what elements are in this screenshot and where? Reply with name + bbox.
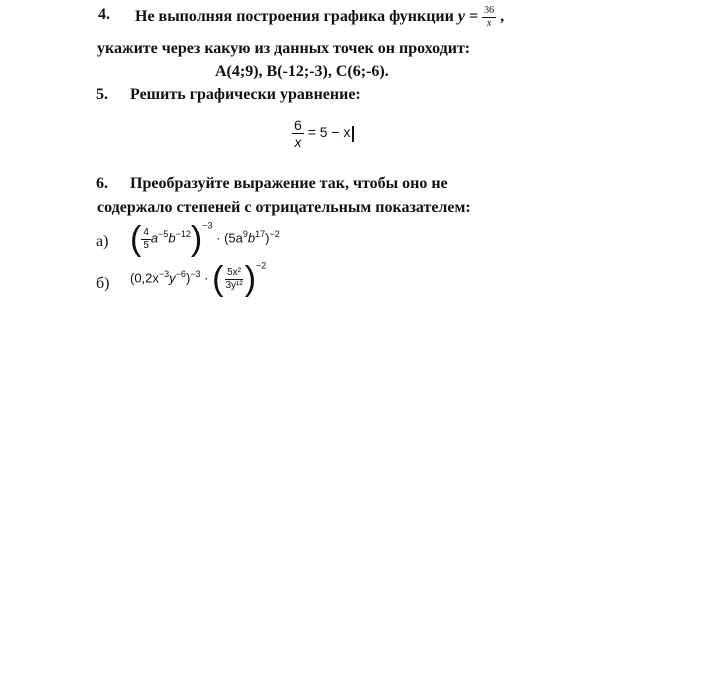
task6-number: 6. [96,175,108,192]
task5-equation-denominator: x [294,134,302,150]
task6a-fraction-numerator: 4 [143,226,149,238]
task6b-fraction [223,268,244,291]
task4-formula-denominator: x [486,18,492,29]
task6a-fraction-denominator: 5 [143,239,149,251]
task6a-exp-17: 17 [255,229,266,240]
task6a-second-b: b [247,230,256,246]
task6b-exp-y: −6 [175,269,186,280]
task4-text-line2: укажите через какую из данных точек он проходит: [97,40,471,57]
task6a-factor-b: b [168,230,176,246]
task6-text-line1: Преобразуйте выражение так, чтобы оно не [130,175,448,192]
task6b-label: б) [96,275,110,292]
task5-number: 5. [96,86,108,103]
task6a-exp-b: −12 [175,229,191,240]
task6b-dot: · [204,270,209,286]
task6a-second-close: ) [265,230,270,246]
task6b-expression [130,262,266,296]
task5-equation-fraction [292,118,304,149]
task6b-outer-exp: −2 [256,260,267,271]
task6a-expression [130,222,280,256]
task6b-first-close: ) [185,270,191,286]
task6b-open-paren: ( [212,260,224,298]
task6b-first-open: (0,2x [130,270,159,286]
task6-text-line2: содержало степеней с отрицательным показателем: [97,199,471,216]
task4-formula-fraction [482,6,496,29]
task5-equation-numerator: 6 [294,117,302,133]
task6a-fraction [141,228,151,251]
task5-equation-rhs: = 5 − x [307,124,351,141]
task6a-exp-minus2: −2 [269,229,280,240]
task6a-close-paren: ) [190,220,203,258]
task4-number: 4. [98,6,110,23]
task6b-fraction-denominator: 3y¹² [225,279,243,291]
task6b-close-paren: ) [244,260,257,298]
task6a-dot: · [216,230,221,246]
task4-text-line1: Не выполняя построения графика функции [135,8,454,26]
task6b-fraction-numerator: 5x² [227,266,242,278]
task6a-outer-exp: −3 [202,220,213,231]
task4-formula-lhs: y = [457,8,479,26]
task6a-label: а) [96,233,109,250]
task6a-exp-9: 9 [242,229,248,240]
task4-formula-numerator: 36 [484,5,495,16]
task6a-second-open: (5a [224,230,243,246]
task5-equation [292,118,354,149]
task6a-exp-a: −5 [158,229,169,240]
task6a-factor-a: a [150,230,159,246]
text-cursor [352,126,354,142]
task5-text: Решить графически уравнение: [130,86,361,103]
task4-line1 [135,6,504,29]
task6b-y: y [169,270,176,286]
task4-points: A(4;9), B(-12;-3), C(6;-6). [215,63,389,80]
task6b-exp-minus3: −3 [190,269,201,280]
task6b-exp-x: −3 [158,269,170,280]
task4-formula-tail: , [500,8,505,26]
task6a-open-paren: ( [130,220,142,258]
